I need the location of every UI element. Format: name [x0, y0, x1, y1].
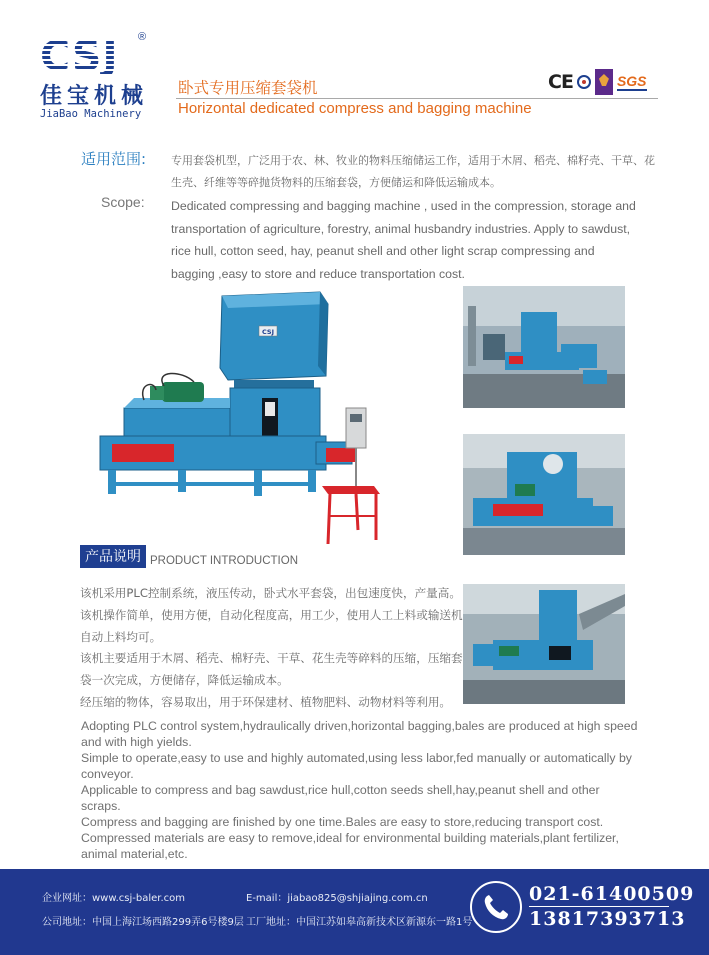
bag-table-top	[322, 486, 380, 494]
table-leg-3	[356, 494, 358, 530]
registered-mark: ®	[138, 31, 147, 43]
intro-text-cn	[80, 583, 465, 714]
phone-number-mobile: 13817393713	[529, 908, 686, 930]
red-panel-1	[112, 444, 174, 462]
phone-divider	[529, 906, 669, 907]
leg-rail	[108, 482, 316, 486]
factory-photo-3-image	[463, 584, 625, 704]
logo-english-name: JiaBao Machinery	[40, 108, 142, 120]
logo-letters: CSJ	[40, 36, 144, 76]
phone-icon	[470, 881, 522, 933]
intro-heading-cn: 产品说明	[80, 545, 146, 568]
intro-en-paragraph: Compress and bagging are finished by one time.Bales are easy to store,reducing transport cost. Compressed materials are easy to remove,ideal for environmental building materials,plant fertilizer, animal material,etc.	[81, 815, 619, 861]
intro-text-en	[81, 718, 641, 862]
leg-2	[178, 470, 186, 492]
intro-cn-paragraph: 该机操作简单，使用方便，自动化程度高，用工少，使用人工上料或输送机自动上料均可。	[80, 607, 463, 644]
machine-illustration	[94, 290, 384, 548]
scope-text-cn: 专用套袋机型，广泛用于农、林、牧业的物料压缩储运工作，适用于木屑、稻壳、棉籽壳、干草、花生壳、纤维等等碎抛货物料的压缩套袋，方便储运和降低运输成本。	[171, 154, 655, 189]
intro-en-paragraph: Simple to operate,easy to use and highly automated,using less labor,fed manually or automatically by conveyor.	[81, 751, 632, 781]
factory-photo-2	[463, 434, 625, 555]
sgs-mark: SGS	[616, 73, 647, 89]
scope-label-en: Scope:	[101, 194, 145, 210]
motor	[162, 382, 204, 402]
machine-drawing	[94, 290, 384, 548]
name-plate-label: CSJ	[262, 328, 274, 336]
factory-photo-2-image	[463, 434, 625, 555]
table-leg-1	[328, 494, 330, 544]
factory-photo-3	[463, 584, 625, 704]
factory-photo-1-image	[463, 286, 625, 408]
company-address: 公司地址：中国上海江场西路299弄6号楼9层	[42, 917, 244, 928]
certification-logos	[548, 68, 647, 96]
ce-mark-icon: CE	[548, 71, 573, 93]
page-title-cn: 卧式专用压缩套袋机	[178, 79, 318, 97]
chamber-label	[265, 402, 275, 416]
cert-badge-icon	[595, 69, 613, 95]
page-title-en: Horizontal dedicated compress and bagging machine	[178, 100, 532, 117]
cabinet-display	[350, 414, 362, 422]
hydraulic-tank	[124, 408, 230, 438]
company-logo	[40, 31, 152, 122]
pump	[150, 386, 164, 400]
leg-4	[308, 470, 316, 492]
product-intro-heading	[80, 547, 298, 568]
title-divider	[176, 98, 658, 99]
logo-chinese-name: 佳宝机械	[40, 84, 149, 109]
factory-address: 工厂地址：中国江苏如皋高新技术区新源东一路1号	[246, 917, 473, 928]
website-text: 企业网址：www.csj-baler.com	[42, 893, 186, 904]
hopper-neck	[234, 380, 314, 388]
intro-cn-paragraph: 该机主要适用于木屑、稻壳、棉籽壳、干草、花生壳等碎料的压缩，压缩套袋一次完成，方便储存，降低运输成本。	[80, 651, 463, 688]
intro-cn-paragraph: 经压缩的物体，容易取出，用于环保建材、植物肥料、动物材料等利用。	[80, 694, 452, 709]
email-text: E-mail：jiabao825@shjiajing.com.cn	[246, 893, 428, 904]
phone-icon-glyph	[480, 891, 512, 923]
scope-label-cn: 适用范围:	[81, 150, 147, 168]
intro-en-paragraph: Adopting PLC control system,hydraulically driven,horizontal bagging,bales are produced at high speed and with high yields.	[81, 719, 638, 749]
scope-text-en: Dedicated compressing and bagging machine , used in the compression, storage and transportation of agriculture, forestry, animal husbandry industries. Apply to sawdust, rice hull, cotton seed, hay, peanut shell and other light scrap compressing and bagging ,easy to store and reduce transportation cost.	[171, 199, 636, 281]
intro-heading-en: PRODUCT INTRODUCTION	[150, 555, 299, 567]
intro-cn-paragraph: 该机采用PLC控制系统，液压传动，卧式水平套袋，出包速度快，产量高。	[80, 586, 461, 600]
phone-number-landline: 021-61400509	[529, 883, 695, 905]
outlet-red-band	[326, 448, 356, 462]
factory-photo-1	[463, 286, 625, 408]
intro-en-paragraph: Applicable to compress and bag sawdust,rice hull,cotton seeds shell,hay,peanut shell and other scraps.	[81, 783, 600, 813]
contact-footer	[0, 869, 709, 955]
cert-circle-icon	[577, 75, 591, 89]
